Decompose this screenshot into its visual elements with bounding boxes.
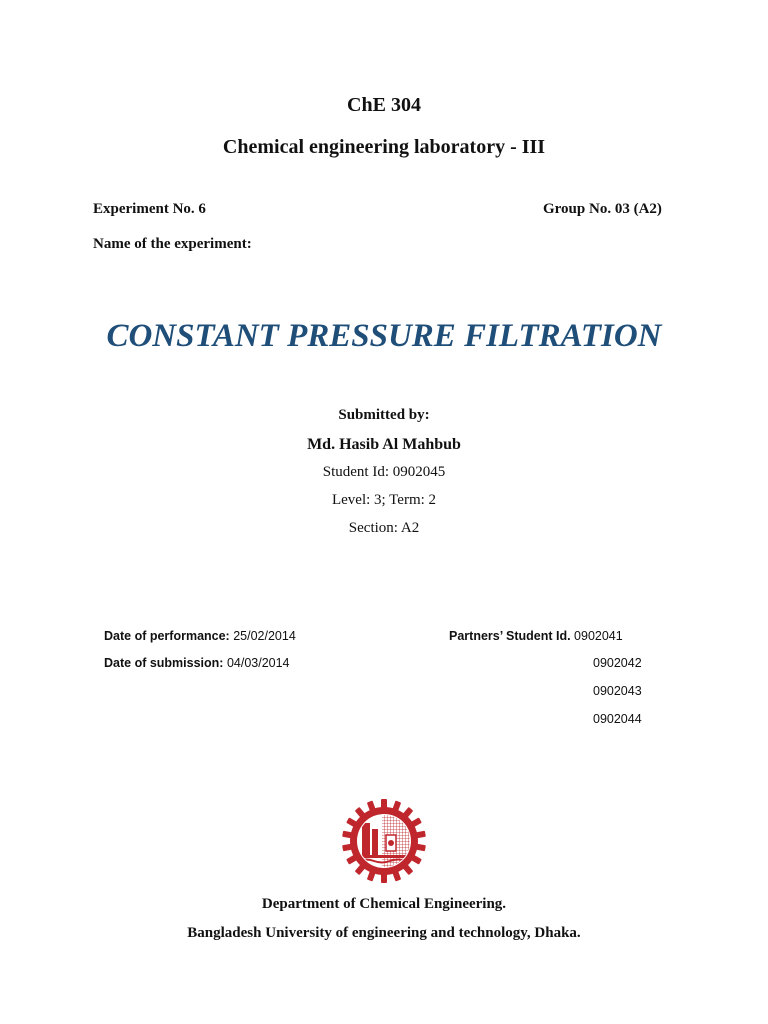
- department-name: Department of Chemical Engineering.: [261, 896, 507, 912]
- level-term: Level: 3; Term: 2: [331, 492, 437, 508]
- buet-gear-logo-icon: [342, 799, 426, 883]
- partner-id: 0902041: [574, 629, 623, 643]
- partners-student-ids: [449, 629, 623, 643]
- student-name: Md. Hasib Al Mahbub: [307, 436, 461, 453]
- university-name: Bangladesh University of engineering and technology, Dhaka.: [187, 925, 581, 941]
- date-of-performance-value: 25/02/2014: [233, 629, 296, 643]
- course-name: Chemical engineering laboratory - III: [222, 136, 546, 158]
- partners-label: Partners’ Student Id.: [449, 629, 571, 643]
- section: Section: A2: [348, 520, 420, 536]
- date-of-submission-value: 04/03/2014: [226, 656, 290, 670]
- group-number: Group No. 03 (A2): [543, 201, 662, 217]
- date-of-performance-label: Date of performance:: [104, 629, 230, 643]
- date-of-submission-label: Date of submission:: [104, 656, 224, 670]
- experiment-name-label: Name of the experiment:: [93, 236, 252, 252]
- date-of-submission: [104, 656, 290, 670]
- partner-id: 0902042: [593, 656, 642, 670]
- partner-id: 0902044: [593, 712, 642, 726]
- course-code: ChE 304: [347, 94, 421, 116]
- experiment-number: Experiment No. 6: [93, 201, 206, 217]
- submitted-by-label: Submitted by:: [338, 407, 430, 423]
- date-of-performance: [104, 629, 296, 643]
- student-id: Student Id: 0902045: [322, 464, 446, 480]
- partner-id: 0902043: [593, 684, 642, 698]
- experiment-title: CONSTANT PRESSURE FILTRATION: [106, 318, 662, 354]
